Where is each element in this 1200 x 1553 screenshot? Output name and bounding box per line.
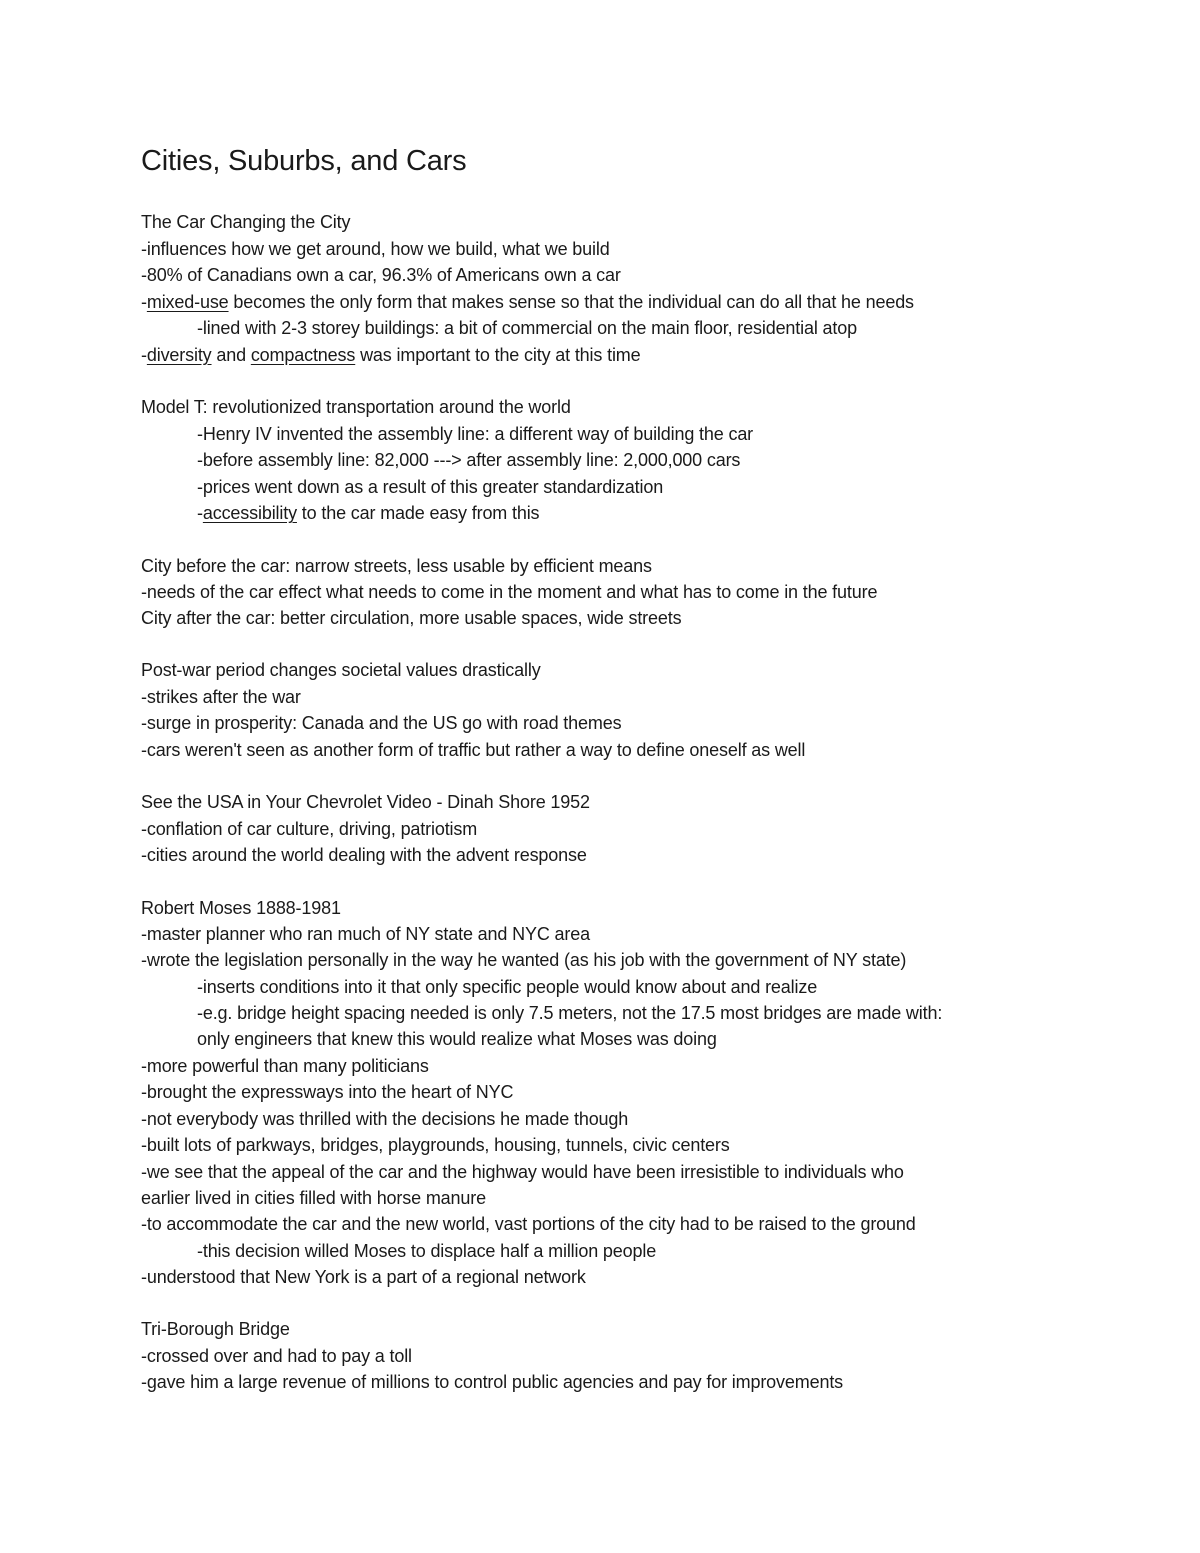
note-subline: -prices went down as a result of this greater standardization — [197, 477, 664, 497]
note-text: becomes the only form that makes sense so that the individual can do all that he needs — [228, 292, 914, 312]
note-line: -wrote the legislation personally in the way he wanted (as his job with the government of NY state) — [141, 950, 907, 970]
note-line: earlier lived in cities filled with horse manure — [141, 1188, 486, 1208]
note-line: -gave him a large revenue of millions to control public agencies and pay for improvements — [141, 1372, 844, 1392]
note-line: -strikes after the war — [141, 687, 301, 707]
note-text: - — [141, 292, 147, 312]
note-subline: -before assembly line: 82,000 ---> after assembly line: 2,000,000 cars — [197, 450, 741, 470]
note-line: -to accommodate the car and the new world, vast portions of the city had to be raised to the ground — [141, 1214, 916, 1234]
note-line: -conflation of car culture, driving, patriotism — [141, 819, 478, 839]
note-line: -crossed over and had to pay a toll — [141, 1346, 412, 1366]
note-line: -surge in prosperity: Canada and the US go with road themes — [141, 713, 622, 733]
note-text: and — [211, 345, 251, 365]
note-subline: only engineers that knew this would realize what Moses was doing — [197, 1029, 717, 1049]
note-line: -built lots of parkways, bridges, playgrounds, housing, tunnels, civic centers — [141, 1135, 730, 1155]
underlined-term: diversity — [146, 345, 212, 365]
note-line — [141, 343, 641, 367]
note-subline: -e.g. bridge height spacing needed is only 7.5 meters, not the 17.5 most bridges are made with: — [197, 1003, 943, 1023]
note-text: - — [141, 345, 147, 365]
note-line: -more powerful than many politicians — [141, 1056, 429, 1076]
note-line: -we see that the appeal of the car and the highway would have been irresistible to individuals who — [141, 1162, 904, 1182]
section-heading: Model T: revolutionized transportation around the world — [141, 397, 571, 417]
section-heading: Robert Moses 1888-1981 — [141, 898, 341, 918]
section-heading: City before the car: narrow streets, less usable by efficient means — [141, 556, 652, 576]
note-line: -understood that New York is a part of a regional network — [141, 1267, 586, 1287]
note-text: to the car made easy from this — [296, 503, 540, 523]
underlined-term: accessibility — [202, 503, 297, 523]
note-subline: -Henry IV invented the assembly line: a different way of building the car — [197, 424, 754, 444]
note-subline — [197, 501, 539, 525]
note-subline: -lined with 2-3 storey buildings: a bit of commercial on the main floor, residential atop — [197, 318, 857, 338]
note-subline: -this decision willed Moses to displace half a million people — [197, 1241, 657, 1261]
section-heading: The Car Changing the City — [141, 212, 351, 232]
note-line: -influences how we get around, how we build, what we build — [141, 239, 610, 259]
note-subline: -inserts conditions into it that only specific people would know about and realize — [197, 977, 818, 997]
note-line: -cars weren't seen as another form of traffic but rather a way to define oneself as well — [141, 740, 806, 760]
note-line: -cities around the world dealing with the advent response — [141, 845, 587, 865]
note-text: - — [197, 503, 203, 523]
document-title: Cities, Suburbs, and Cars — [141, 145, 467, 177]
section-heading: Post-war period changes societal values drastically — [141, 660, 541, 680]
underlined-term: compactness — [250, 345, 356, 365]
underlined-term: mixed-use — [146, 292, 229, 312]
note-line: -master planner who ran much of NY state and NYC area — [141, 924, 590, 944]
section-heading: Tri-Borough Bridge — [141, 1319, 290, 1339]
note-line: -needs of the car effect what needs to come in the moment and what has to come in the future — [141, 582, 878, 602]
section-heading: City after the car: better circulation, more usable spaces, wide streets — [141, 608, 682, 628]
note-line: -brought the expressways into the heart of NYC — [141, 1082, 514, 1102]
note-line: -80% of Canadians own a car, 96.3% of Americans own a car — [141, 265, 621, 285]
note-line: -not everybody was thrilled with the decisions he made though — [141, 1109, 629, 1129]
section-heading: See the USA in Your Chevrolet Video - Dinah Shore 1952 — [141, 792, 590, 812]
note-line — [141, 290, 914, 314]
note-text: was important to the city at this time — [355, 345, 641, 365]
